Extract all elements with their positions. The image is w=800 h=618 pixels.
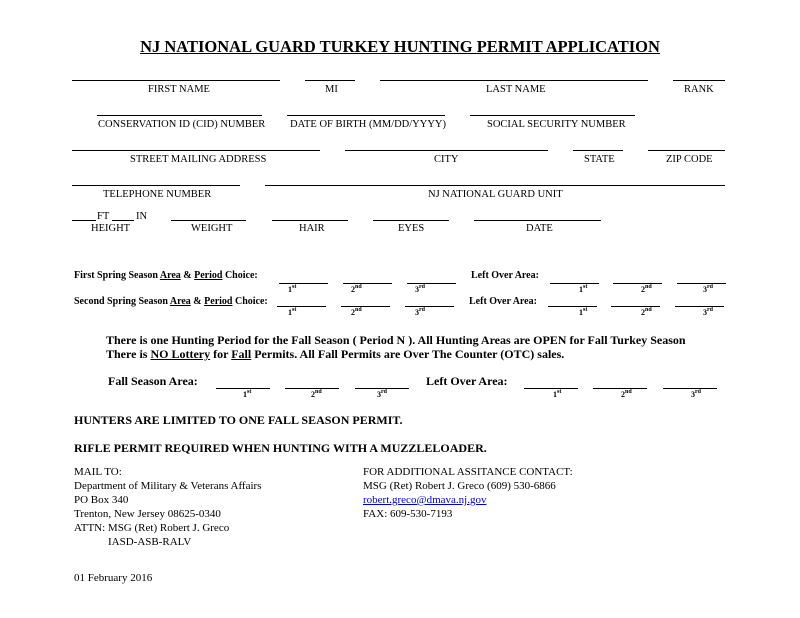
ssn-label: SOCIAL SECURITY NUMBER [487,119,626,130]
first-left-over-label: Left Over Area: [471,270,539,281]
contact-email-link[interactable]: robert.greco@dmava.nj.gov [363,494,487,506]
fall-left-ord-2: 2nd [621,389,632,399]
fall-left-ord-3: 3rd [691,389,701,399]
rifle-permit-note: RIFLE PERMIT REQUIRED WHEN HUNTING WITH A MUZZLELOADER. [74,441,487,455]
date-field[interactable] [474,220,601,221]
date-label: DATE [526,223,553,234]
first-name-label: FIRST NAME [148,84,210,95]
mail-heading: MAIL TO: [74,466,122,478]
second-spring-ord-2: 2nd [351,307,362,317]
page-title: NJ NATIONAL GUARD TURKEY HUNTING PERMIT APPLICATION [140,37,660,56]
ft-label: FT [97,211,110,222]
state-label: STATE [584,154,615,165]
mail-line-3: Trenton, New Jersey 08625-0340 [74,508,221,520]
cid-label: CONSERVATION ID (CID) NUMBER [98,119,266,130]
second-left-ord-3: 3rd [703,307,713,317]
mail-line-1: Department of Military & Veterans Affairs [74,480,262,492]
unit-label: NJ NATIONAL GUARD UNIT [428,189,563,200]
second-spring-label: Second Spring Season Area & Period Choice: [74,296,268,307]
hair-field[interactable] [272,220,348,221]
first-left-over-2[interactable] [613,283,662,284]
weight-label: WEIGHT [191,223,233,234]
eyes-field[interactable] [373,220,449,221]
second-left-ord-1: 1st [579,307,588,317]
in-label: IN [136,211,148,222]
second-spring-choice-2[interactable] [341,306,390,307]
second-left-over-3[interactable] [675,306,724,307]
first-left-ord-2: 2nd [641,284,652,294]
dob-label: DATE OF BIRTH (MM/DD/YYYY) [290,119,446,130]
unit-field[interactable] [265,185,725,186]
first-left-ord-3: 3rd [703,284,713,294]
second-left-over-label: Left Over Area: [469,296,537,307]
second-spring-choice-3[interactable] [405,306,454,307]
rank-field[interactable] [673,80,725,81]
mail-line-2: PO Box 340 [74,494,129,506]
last-name-label: LAST NAME [486,84,546,95]
first-spring-choice-1[interactable] [279,283,328,284]
street-label: STREET MAILING ADDRESS [130,154,267,165]
fall-left-ord-1: 1st [553,389,562,399]
contact-fax: FAX: 609-530-7193 [363,508,453,520]
height-in-field[interactable] [112,220,134,221]
first-name-field[interactable] [72,80,280,81]
document-date: 01 February 2016 [74,572,153,584]
first-left-over-3[interactable] [677,283,726,284]
zip-label: ZIP CODE [666,154,713,165]
city-field[interactable] [345,150,548,151]
ssn-field[interactable] [470,115,635,116]
mi-field[interactable] [305,80,355,81]
last-name-field[interactable] [380,80,648,81]
city-label: CITY [434,154,459,165]
mail-line-5: IASD-ASB-RALV [108,536,192,548]
dob-field[interactable] [287,115,445,116]
fall-left-over-label: Left Over Area: [426,374,508,388]
first-left-over-1[interactable] [550,283,599,284]
height-ft-field[interactable] [72,220,96,221]
fall-area-ord-2: 2nd [311,389,322,399]
fall-left-over-2[interactable] [593,388,647,389]
fall-area-ord-3: 3rd [377,389,387,399]
first-spring-ord-2: 2nd [351,284,362,294]
cid-field[interactable] [97,115,262,116]
second-spring-ord-1: 1st [288,307,297,317]
street-field[interactable] [72,150,320,151]
first-spring-ord-1: 1st [288,284,297,294]
second-spring-ord-3: 3rd [415,307,425,317]
second-left-over-1[interactable] [548,306,597,307]
second-left-ord-2: 2nd [641,307,652,317]
fall-area-label: Fall Season Area: [108,374,198,388]
mail-line-4: ATTN: MSG (Ret) Robert J. Greco [74,522,230,534]
rank-label: RANK [684,84,714,95]
telephone-label: TELEPHONE NUMBER [103,189,212,200]
eyes-label: EYES [398,223,425,234]
first-spring-label: First Spring Season Area & Period Choice: [74,270,258,281]
fall-area-ord-1: 1st [243,389,252,399]
second-spring-choice-1[interactable] [277,306,326,307]
permit-limit-note: HUNTERS ARE LIMITED TO ONE FALL SEASON PERMIT. [74,413,403,427]
fall-left-over-1[interactable] [524,388,578,389]
first-spring-ord-3: 3rd [415,284,425,294]
fall-notice-line2: There is NO Lottery for Fall Permits. All Fall Permits are Over The Counter (OTC) sales. [106,347,565,361]
first-left-ord-1: 1st [579,284,588,294]
telephone-field[interactable] [72,185,240,186]
contact-heading: FOR ADDITIONAL ASSITANCE CONTACT: [363,466,573,478]
weight-field[interactable] [171,220,246,221]
height-label: HEIGHT [91,223,131,234]
zip-field[interactable] [648,150,725,151]
state-field[interactable] [573,150,623,151]
fall-notice-line1: There is one Hunting Period for the Fall Season ( Period N ). All Hunting Areas are OPEN for Fall Turkey Season [106,333,686,347]
mi-label: MI [325,84,338,95]
second-left-over-2[interactable] [611,306,660,307]
hair-label: HAIR [299,223,325,234]
fall-left-over-3[interactable] [663,388,717,389]
contact-line-1: MSG (Ret) Robert J. Greco (609) 530-6866 [363,480,556,492]
